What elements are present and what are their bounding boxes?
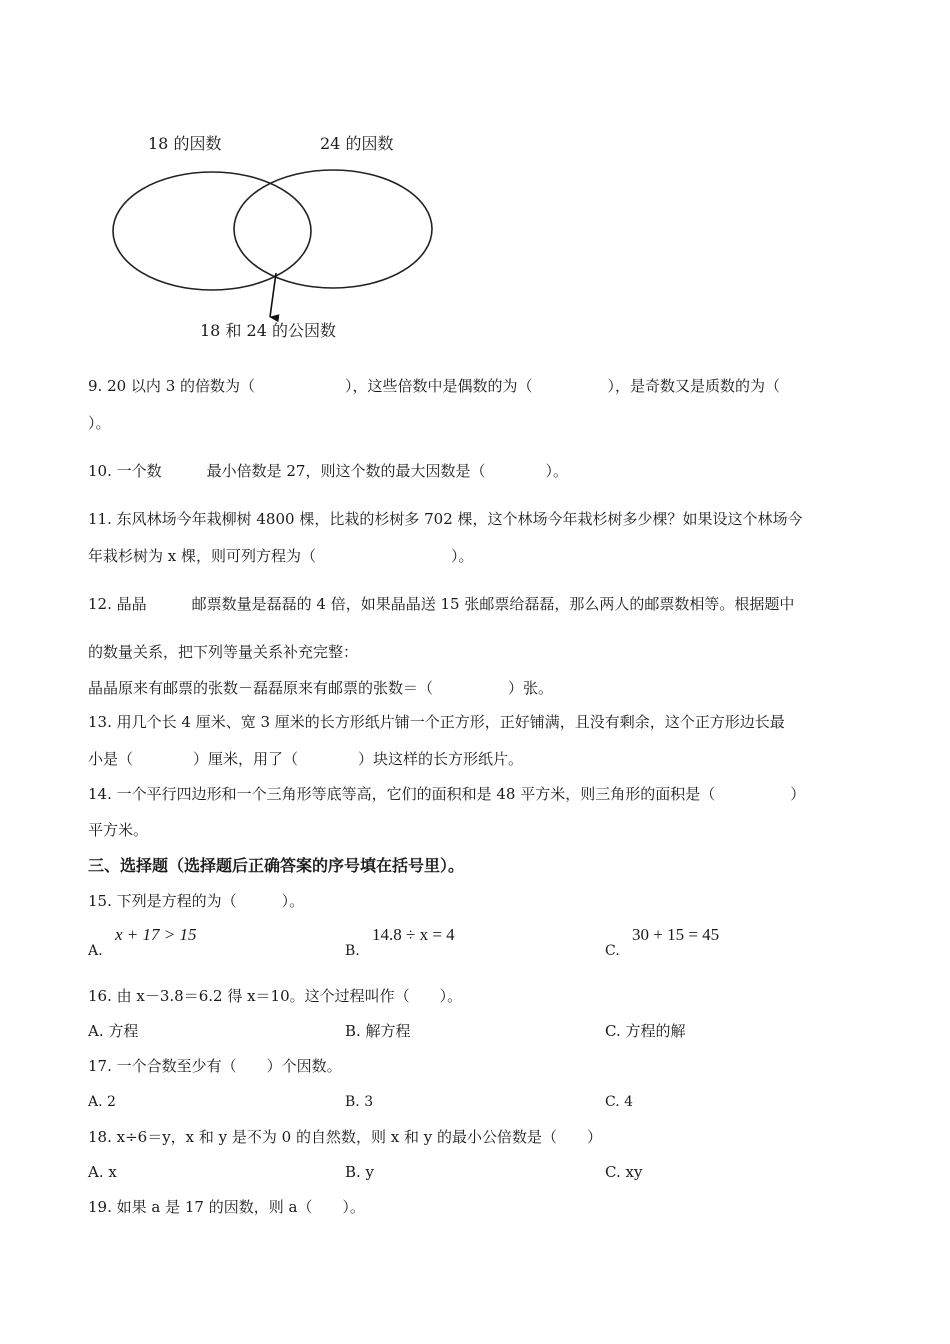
question-16-option-b: B. 解方程	[345, 1022, 411, 1040]
question-13-line2: 小是（ ）厘米，用了（ ）块这样的长方形纸片。	[88, 750, 524, 768]
question-9-line2: ）。	[88, 414, 111, 432]
venn-label-right: 24 的因数	[320, 134, 394, 153]
question-11-line1: 11. 东风林场今年栽柳树 4800 棵，比栽的杉树多 702 棵，这个林场今年栽杉树多少棵？如果设这个林场今	[88, 510, 803, 528]
question-15-stem: 15. 下列是方程的为（ ）。	[88, 892, 305, 910]
question-12-line3: 晶晶原来有邮票的张数－磊磊原来有邮票的张数＝（ ）张。	[88, 679, 554, 697]
venn-label-left: 18 的因数	[148, 134, 222, 153]
question-12-line1: 12. 晶晶 邮票数量是磊磊的 4 倍，如果晶晶送 15 张邮票给磊磊，那么两人的邮票数相等。根据题中	[88, 595, 795, 613]
question-18-option-c: C. xy	[605, 1163, 643, 1181]
question-19-stem: 19. 如果 a 是 17 的因数，则 a（ ）。	[88, 1198, 365, 1216]
venn-arrow	[270, 273, 276, 317]
question-15-option-a-expr: x + 17 > 15	[115, 925, 197, 944]
question-14-line2: 平方米。	[88, 821, 149, 839]
question-15-option-a-label: A.	[88, 943, 103, 959]
question-17-stem: 17. 一个合数至少有（ ）个因数。	[88, 1057, 342, 1075]
venn-diagram	[0, 0, 950, 360]
question-18-option-b: B. y	[345, 1163, 375, 1181]
question-16-stem: 16. 由 x－3.8＝6.2 得 x＝10。这个过程叫作（ ）。	[88, 987, 463, 1005]
venn-label-common: 18 和 24 的公因数	[200, 321, 336, 340]
question-15-option-b-expr: 14.8 ÷ x = 4	[372, 925, 455, 944]
question-9-line1: 9. 20 以内 3 的倍数为（ ），这些倍数中是偶数的为（ ），是奇数又是质数的为（	[88, 377, 781, 395]
question-17-option-c: C. 4	[605, 1094, 634, 1110]
question-17-option-a: A. 2	[88, 1094, 116, 1110]
question-18-option-a: A. x	[88, 1163, 117, 1181]
question-12-line2: 的数量关系，把下列等量关系补充完整：	[88, 643, 359, 661]
question-13-line1: 13. 用几个长 4 厘米、宽 3 厘米的长方形纸片铺一个正方形，正好铺满，且没有剩余，这个正方形边长最	[88, 713, 785, 731]
question-17-option-b: B. 3	[345, 1094, 374, 1110]
question-10: 10. 一个数 最小倍数是 27，则这个数的最大因数是（ ）。	[88, 462, 568, 480]
venn-circle-left	[113, 172, 311, 290]
question-14-line1: 14. 一个平行四边形和一个三角形等底等高，它们的面积和是 48 平方米，则三角形的面积是（ ）	[88, 785, 806, 803]
question-11-line2: 年栽杉树为 x 棵，则可列方程为（ ）。	[88, 547, 474, 565]
question-15-option-c-expr: 30 + 15 = 45	[632, 925, 720, 944]
question-16-option-a: A. 方程	[88, 1022, 139, 1040]
question-16-option-c: C. 方程的解	[605, 1022, 686, 1040]
question-15-option-b-label: B.	[345, 943, 360, 959]
venn-circle-right	[234, 170, 432, 288]
question-18-stem: 18. x÷6＝y，x 和 y 是不为 0 的自然数，则 x 和 y 的最小公倍数是（ ）	[88, 1128, 602, 1146]
question-15-option-c-label: C.	[605, 943, 620, 959]
section-3-title: 三、选择题（选择题后正确答案的序号填在括号里）。	[88, 856, 465, 875]
